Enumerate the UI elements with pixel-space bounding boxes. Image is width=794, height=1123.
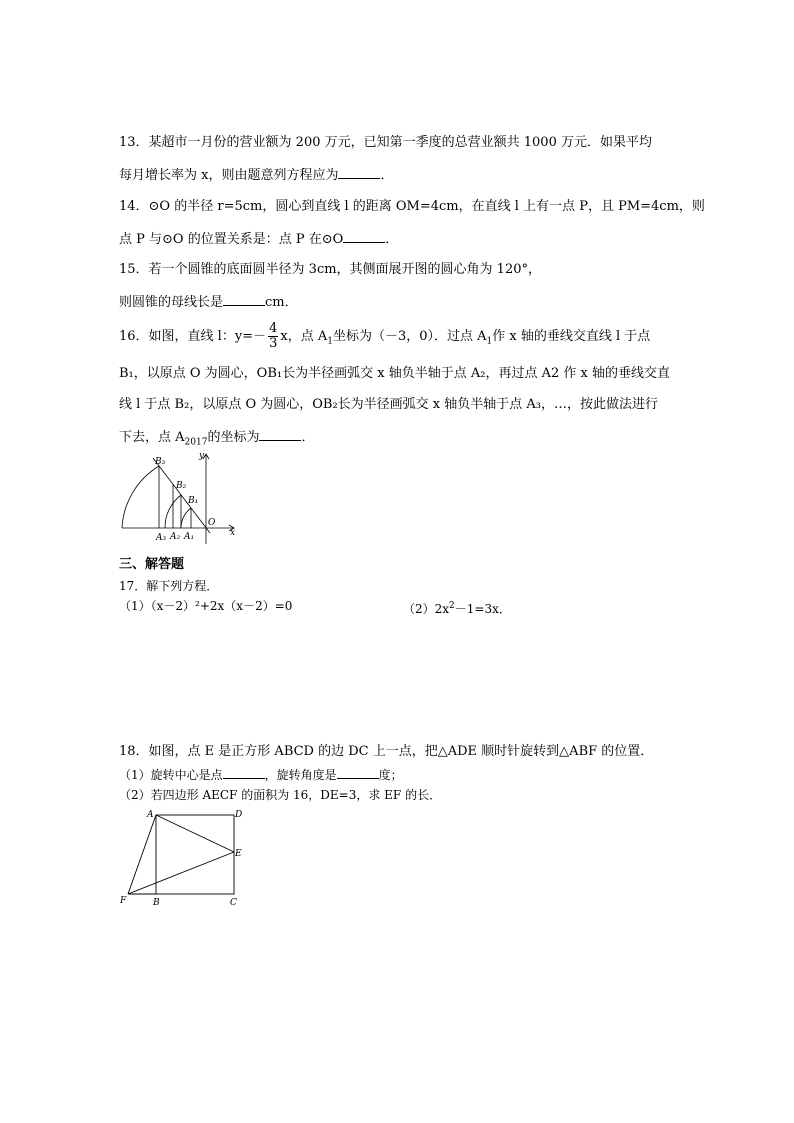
q18-line3: （2）若四边形 AECF 的面积为 16，DE=3，求 EF 的长． xyxy=(119,788,442,802)
q13-text: 每月增长率为 x，则由题意列方程应为 xyxy=(119,168,339,183)
q15-answer-blank[interactable] xyxy=(223,293,265,306)
label-c: C xyxy=(230,898,237,908)
q16-line2: B₁，以原点 O 为圆心，OB₁长为半径画弧交 x 轴负半轴于点 A₂，再过点 A2 作 x 轴的垂线交直 xyxy=(119,366,670,381)
q17-part2 xyxy=(403,598,511,617)
q16-line3: 线 l 于点 B₂，以原点 O 为圆心，OB₂长为半径画弧交 x 轴负半轴于点 A₃，…，按此做法进行 xyxy=(119,397,658,412)
q17-part2-sup: 2 xyxy=(449,601,455,611)
q16-line1 xyxy=(119,322,650,357)
fraction-numerator: 4 xyxy=(269,321,278,336)
label-y-axis: y xyxy=(199,451,205,461)
q16-answer-blank[interactable] xyxy=(259,428,301,441)
q16-text-d: 作 x 轴的垂线交直线 l 于点 xyxy=(492,329,651,344)
q14-line1: 14．⊙O 的半径 r=5cm，圆心到直线 l 的距离 OM=4cm，在直线 l 上有一点 P，且 PM=4cm，则 xyxy=(119,199,705,214)
q18-text-a: （1）旋转中心是点 xyxy=(119,768,223,782)
label-a: A xyxy=(147,810,154,820)
q14-text: 点 P 与⊙O 的位置关系是：点 P 在⊙O xyxy=(119,232,344,247)
q16-text-a: 16．如图，直线 l：y=－ xyxy=(119,329,267,344)
q18-figure xyxy=(115,806,250,908)
q13-end: ． xyxy=(380,168,394,183)
q15-text: 则圆锥的母线长是 xyxy=(119,295,224,310)
q15-line1: 15．若一个圆锥的底面圆半径为 3cm，其侧面展开图的圆心角为 120°， xyxy=(119,262,541,277)
q14-line2 xyxy=(119,230,398,248)
q16-sub-2017: 2017 xyxy=(184,437,208,448)
label-x-axis: x xyxy=(230,528,236,538)
q16-fraction xyxy=(268,322,278,351)
q13-line2 xyxy=(119,166,393,184)
q15-end: cm． xyxy=(265,295,298,310)
q18-line1: 18．如图，点 E 是正方形 ABCD 的边 DC 上一点，把△ADE 顺时针旋转到△ABF 的位置． xyxy=(119,744,654,759)
q14-end: ． xyxy=(385,232,399,247)
q18-center-blank[interactable] xyxy=(223,766,265,779)
label-a2: A₂ xyxy=(170,532,181,542)
q16-end: ． xyxy=(301,430,315,445)
q16-sub-a1-2: 1 xyxy=(486,336,493,347)
q17-title: 17．解下列方程． xyxy=(119,579,219,593)
q18-text-b: ，旋转角度是 xyxy=(264,768,337,782)
q16-text-e: 下去，点 A xyxy=(119,430,185,445)
label-e: E xyxy=(235,849,242,859)
label-origin: O xyxy=(208,518,216,528)
q13-line1: 13．某超市一月份的营业额为 200 万元，已知第一季度的总营业额共 1000 万元．如果平均 xyxy=(119,135,652,150)
q16-sub-a1: 1 xyxy=(327,336,333,347)
q16-figure xyxy=(118,448,243,548)
label-b2: B₂ xyxy=(176,481,187,491)
q17-part2-b: －1=3x． xyxy=(454,602,511,616)
q14-answer-blank[interactable] xyxy=(343,230,385,243)
q18-angle-blank[interactable] xyxy=(337,766,379,779)
label-b1: B₁ xyxy=(188,496,199,506)
q18-text-c: 度； xyxy=(378,768,403,782)
q16-text-b: x，点 A xyxy=(280,329,328,344)
q18-line2 xyxy=(119,766,403,783)
q17-part1: （1）（x－2）²+2x（x－2）=0 xyxy=(119,599,293,613)
q13-answer-blank[interactable] xyxy=(338,166,380,179)
label-d: D xyxy=(235,810,243,820)
q16-text-c: 坐标为（－3，0）．过点 A xyxy=(332,329,487,344)
section-heading: 三、解答题 xyxy=(119,557,185,572)
label-f: F xyxy=(120,896,127,906)
q17-part2-a: （2）2x xyxy=(403,602,450,616)
q16-text-f: 的坐标为 xyxy=(207,430,260,445)
fraction-denominator: 3 xyxy=(269,336,278,351)
label-b: B xyxy=(153,898,160,908)
label-a1: A₁ xyxy=(184,532,195,542)
label-a3: A₃ xyxy=(156,533,167,543)
label-b3: B₃ xyxy=(155,457,166,467)
q15-line2 xyxy=(119,293,298,311)
